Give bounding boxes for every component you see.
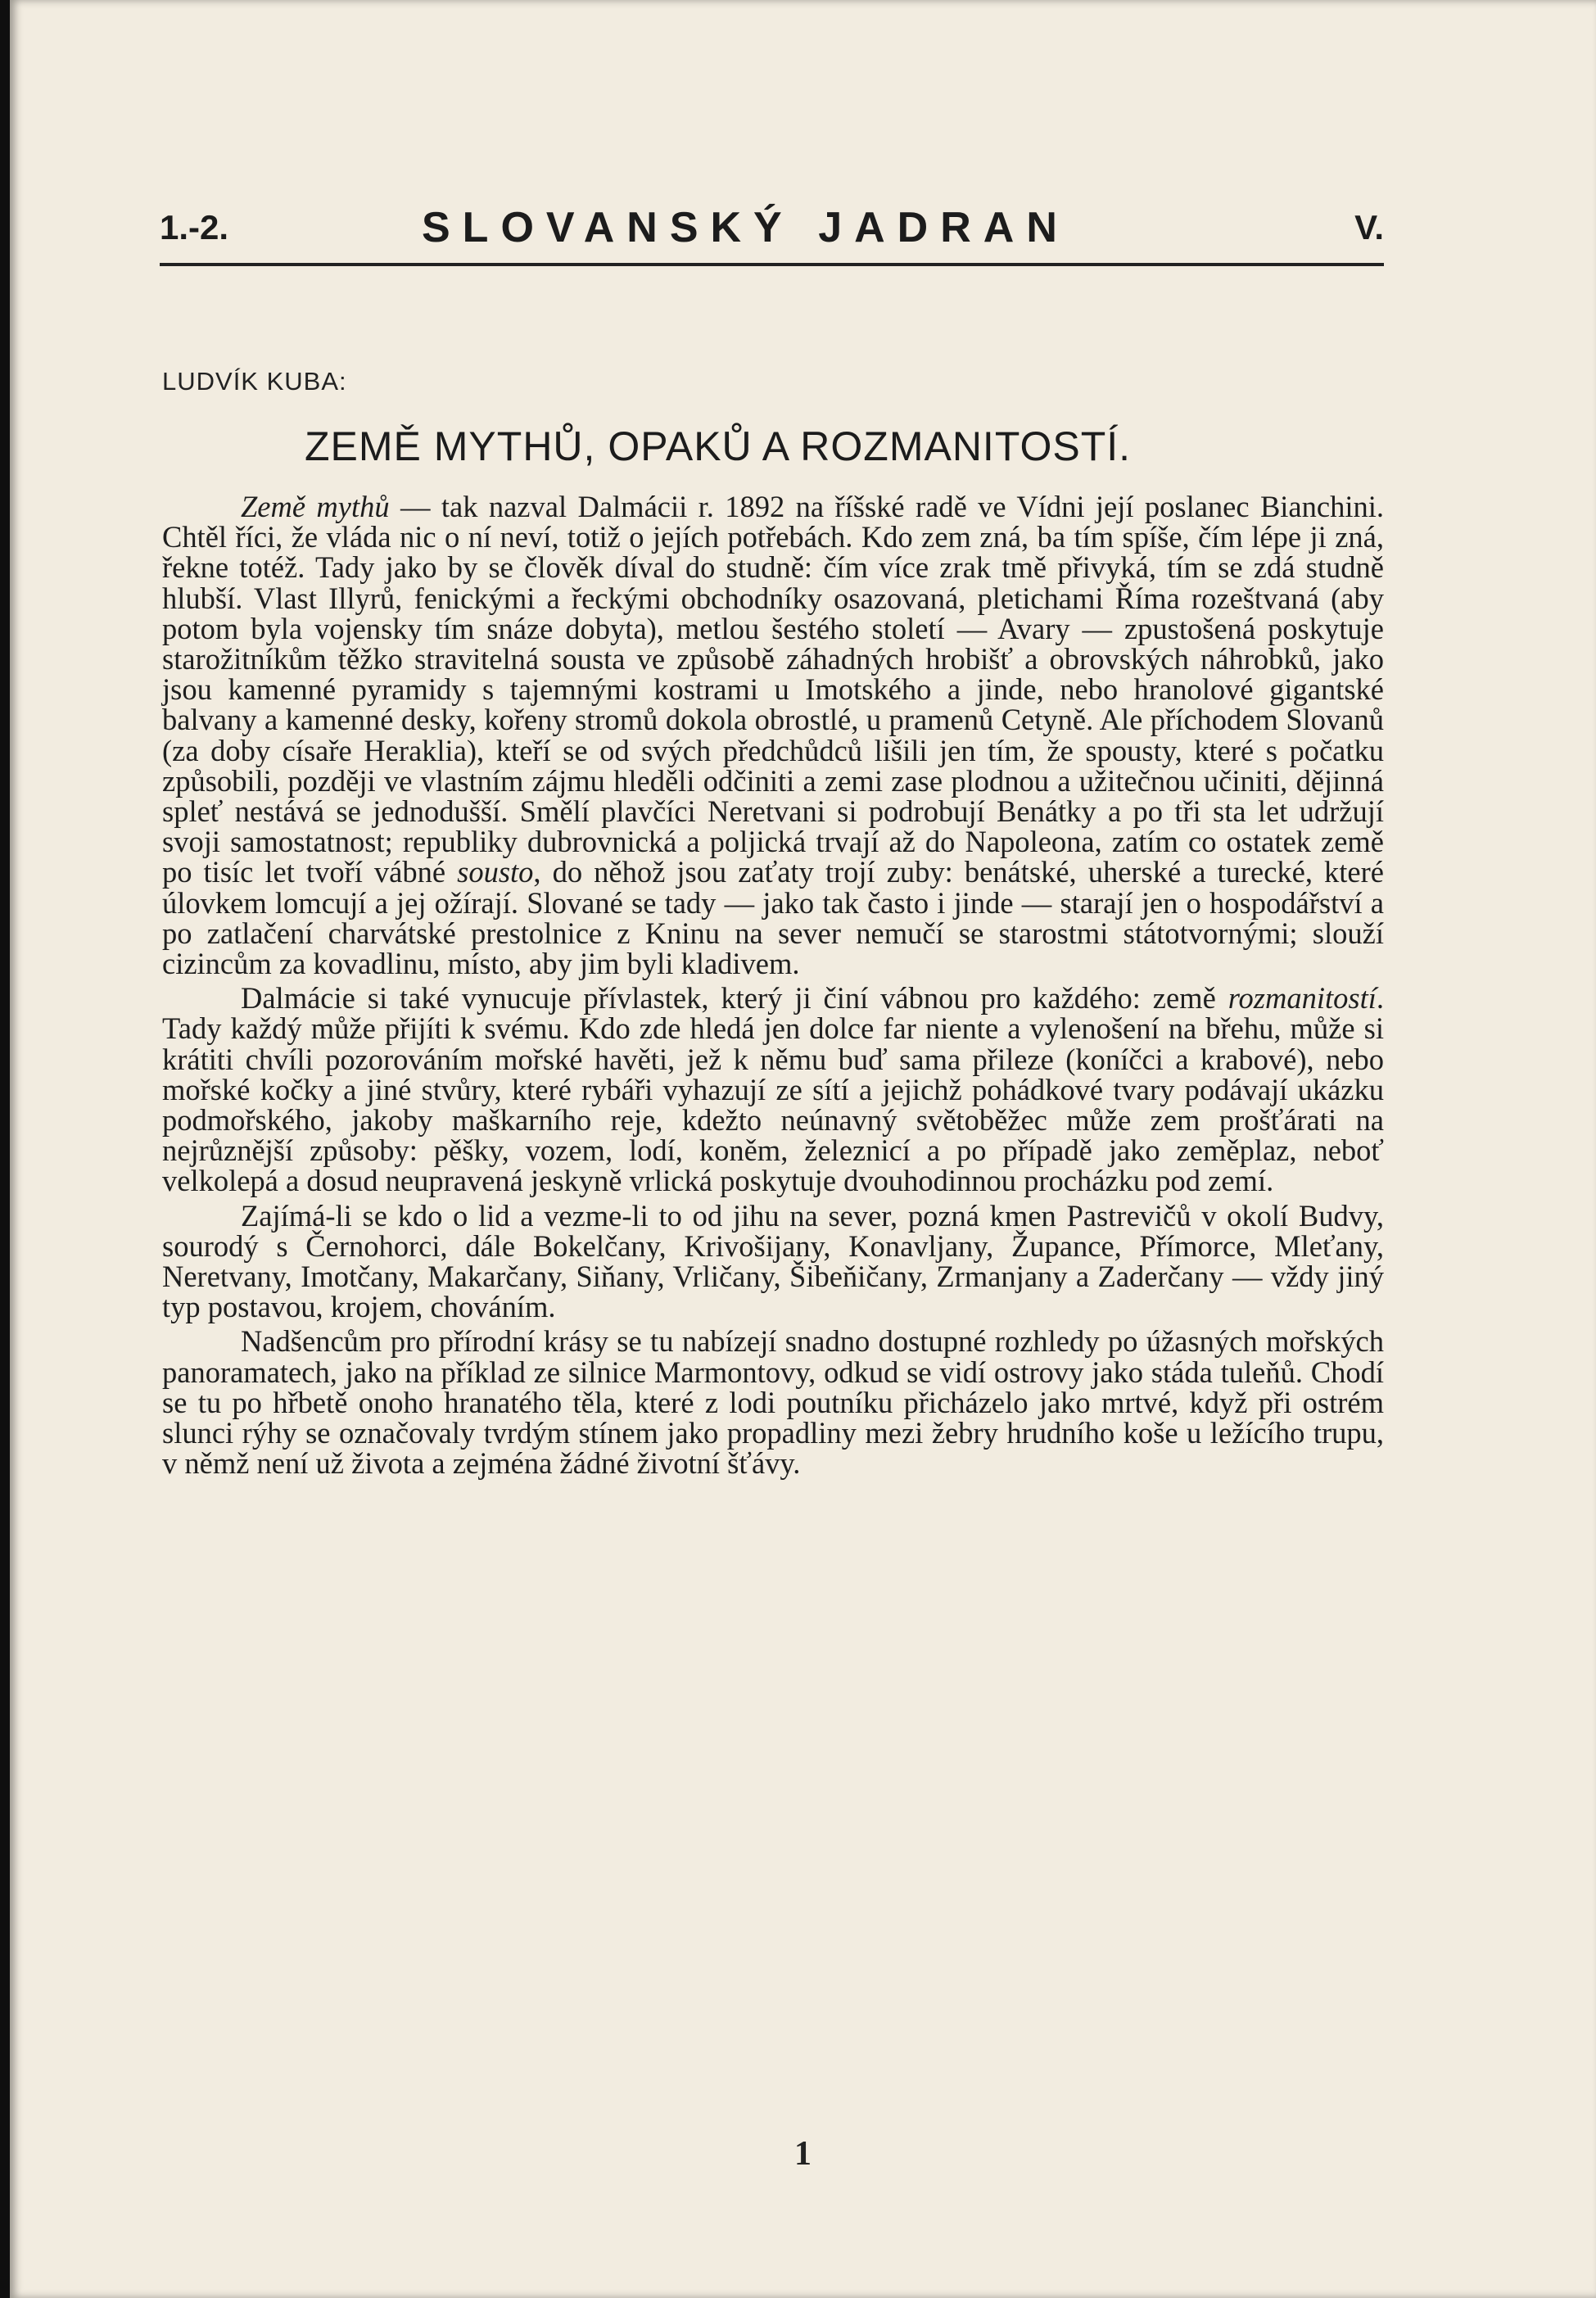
paragraph [162,491,1384,979]
running-header [160,203,1384,260]
paragraph [162,1198,1384,1324]
paragraph-segment: Nadšencům pro přírodní krásy se tu nabízejí snadno dostupné rozhledy po úžasných mořských panoramatech, jako na příklad ze silnice Marmontovy, odkud se vidí ostrovy jako stáda tuleňů. Chodí se tu po hřbetě onoho hranatého těla, které z lodi poutníku přicházelo jako mrtvé, když při ostrém slunci rýhy se označovaly tvrdým stínem jako propadliny mezi žebry hrudního koše u ležícího trupu, v němž není už života a zejména žádné životní šťávy. [162,1324,1384,1481]
paragraph-segment: Dalmácie si také vynucuje přívlastek, který ji činí vábnou pro každého: země [241,981,1228,1016]
paragraph-segment: — tak nazval Dalmácii r. 1892 na říšské radě ve Vídni její poslanec Bianchini. Chtěl říci, že vláda nic o ní neví, totiž o jejích potřebách. Kdo zem zná, ba tím spíše, čím lépe ji zná, řekne totéž. Tady jako by se člověk díval do studně: čím více zrak tmě přivyká, tím se zdá studně hlubší. Vlast Illyrů, fenickými a řeckými obchodníky osazovaná, pletichami Říma rozeštvaná (aby potom byla vojensky tím snáze dobyta), metlou šestého století — Avary — zpustošená poskytuje starožitníkům těžko stravitelná sousta ve způsobě záhadných hrobišť a obrovských náhrobků, jako jsou kamenné pyramidy s tajemnými kostrami u Imotského a jinde, nebo hranolové gigantské balvany a kamenné desky, kořeny stromů dokola obrostlé, u pramenů Cetyně. Ale příchodem Slovanů (za doby císaře Heraklia), kteří se od svých předchůdců lišili jen tím, že spousty, které s počatku způsobili, později ve vlastním zájmu hleděli odčiniti a zemi zase plodnou a užitečnou učiniti, dějinná spleť nestává se jednodušší. Smělí plavčíci Neretvani si podrobují Benátky a po tři sta let udržují svoji samostatnost; republiky dubrovnická a poljická trvají až do Napoleona, zatím co ostatek země po tisíc let tvoří vábné [162,490,1384,889]
article-body [162,491,1384,1483]
header-divider [160,263,1384,266]
paragraph [162,1324,1384,1481]
paragraph-segment: Zajímá-li se kdo o lid a vezme-li to od jihu na sever, pozná kmen Pastrevičů v okolí Budvy, sourodý s Černohorci, dále Bokelčany, Krivošijany, Konavljany, Župance, Přímorce, Mleťany, Neretvany, Imotčany, Makarčany, Siňany, Vrličany, Šibeňičany, Zrmanjany a Zaderčany — vždy jiný typ postavou, krojem, chováním. [162,1198,1384,1324]
paragraph-segment: sousto [457,855,534,889]
paragraph-segment: . Tady každý může přijíti k svému. Kdo zde hledá jen dolce far niente a vylenošení na břehu, může si krátiti chvíli pozorováním mořské havěti, jež k němu buď sama přileze (koníčci a krabové), nebo mořské kočky a jiné stvůry, které rybáři vyhazují ze sítí a jejichž pohádkové tvary podávají ukázku podmořského, jakoby maškarního reje, kdežto neúnavný světoběžec může zem prošťárati na nejrůznější způsoby: pěšky, vozem, lodí, koněm, železnicí a po případě jako zeměplaz, neboť velkolepá a dosud neupravená jeskyně vrlická poskytuje dvouhodinnou procházku pod zemí. [162,981,1384,1198]
binding-edge [0,0,10,2298]
article-title: ZEMĚ MYTHŮ, OPAKŮ A ROZMANITOSTÍ. [305,423,1132,469]
journal-title: SLOVANSKÝ JADRAN [422,204,1069,251]
page-number: 1 [794,2135,812,2173]
article-author: LUDVÍK KUBA: [162,367,347,396]
paragraph-segment: , do něhož jsou zaťaty trojí zuby: benátské, uherské a turecké, které úlovkem lomcují a jej ožírají. Slované se tady — jako tak často i jinde — starají jen o hospodářství a po zatlačení charvátské prestolnice z Kninu na sever nemučí se starostmi státotvornými; slouží cizincům za kovadlinu, místo, aby jim byli kladivem. [162,855,1384,981]
paragraph-segment: Země mythů [241,490,390,523]
issue-number: 1.-2. [160,208,229,247]
paragraph-segment: rozmanitostí [1228,981,1377,1016]
paragraph [162,983,1384,1196]
volume-number: V. [1354,208,1384,247]
document-page [10,0,1596,2298]
